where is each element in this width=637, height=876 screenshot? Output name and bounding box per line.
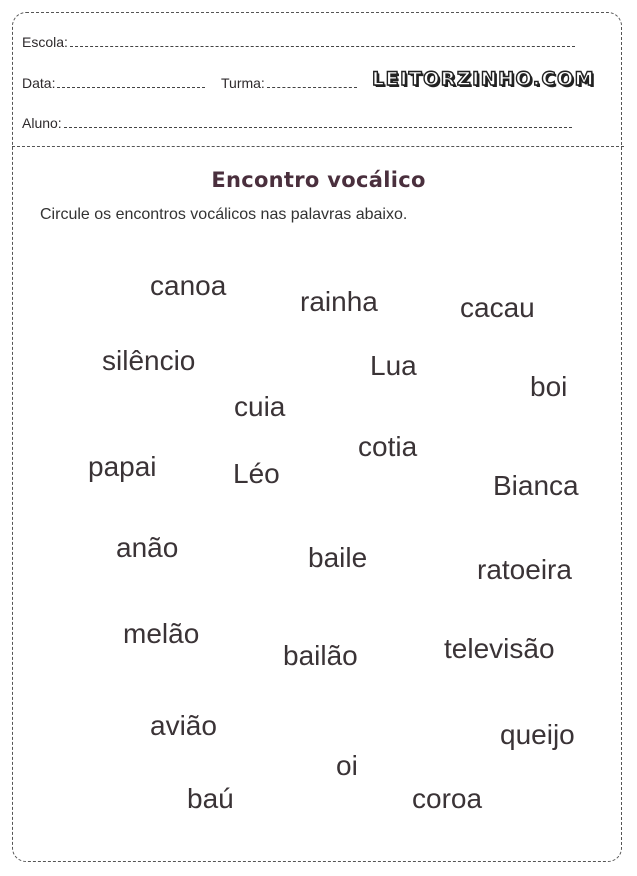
word-item[interactable]: ratoeira: [477, 554, 572, 585]
word-item[interactable]: Lua: [370, 350, 417, 381]
word-item[interactable]: canoa: [150, 270, 227, 301]
aluno-field: [22, 115, 572, 131]
word-item[interactable]: baú: [187, 783, 234, 814]
word-item[interactable]: boi: [530, 371, 568, 402]
word-item[interactable]: televisão: [444, 633, 555, 664]
word-item[interactable]: queijo: [500, 719, 575, 750]
word-item[interactable]: avião: [150, 710, 217, 741]
word-item[interactable]: rainha: [300, 286, 378, 317]
word-item[interactable]: cuia: [234, 391, 286, 422]
word-item[interactable]: melão: [123, 618, 200, 649]
word-item[interactable]: silêncio: [102, 345, 196, 376]
header-separator: [12, 146, 624, 147]
escola-field: [22, 34, 575, 50]
data-line[interactable]: [57, 75, 205, 88]
turma-label: Turma:: [221, 75, 265, 91]
escola-line[interactable]: [70, 34, 575, 47]
word-item[interactable]: oi: [336, 750, 358, 781]
site-logo: LEITORZINHO.COM: [372, 68, 596, 90]
worksheet-title: Encontro vocálico: [211, 168, 426, 192]
word-item[interactable]: bailão: [283, 640, 358, 671]
word-item[interactable]: coroa: [412, 783, 483, 814]
word-item[interactable]: cotia: [358, 431, 418, 462]
word-item[interactable]: anão: [116, 532, 179, 563]
word-item[interactable]: cacau: [460, 292, 535, 323]
word-item[interactable]: Léo: [233, 458, 280, 489]
aluno-line[interactable]: [64, 115, 572, 128]
turma-line[interactable]: [267, 75, 357, 88]
data-label: Data:: [22, 75, 56, 91]
data-field: [22, 75, 205, 91]
word-item[interactable]: baile: [308, 542, 368, 573]
escola-label: Escola:: [22, 34, 68, 50]
word-item[interactable]: papai: [88, 451, 157, 482]
worksheet-instruction: Circule os encontros vocálicos nas palavras abaixo.: [40, 206, 408, 223]
word-item[interactable]: Bianca: [493, 470, 579, 501]
turma-field: [221, 75, 357, 91]
aluno-label: Aluno:: [22, 115, 62, 131]
